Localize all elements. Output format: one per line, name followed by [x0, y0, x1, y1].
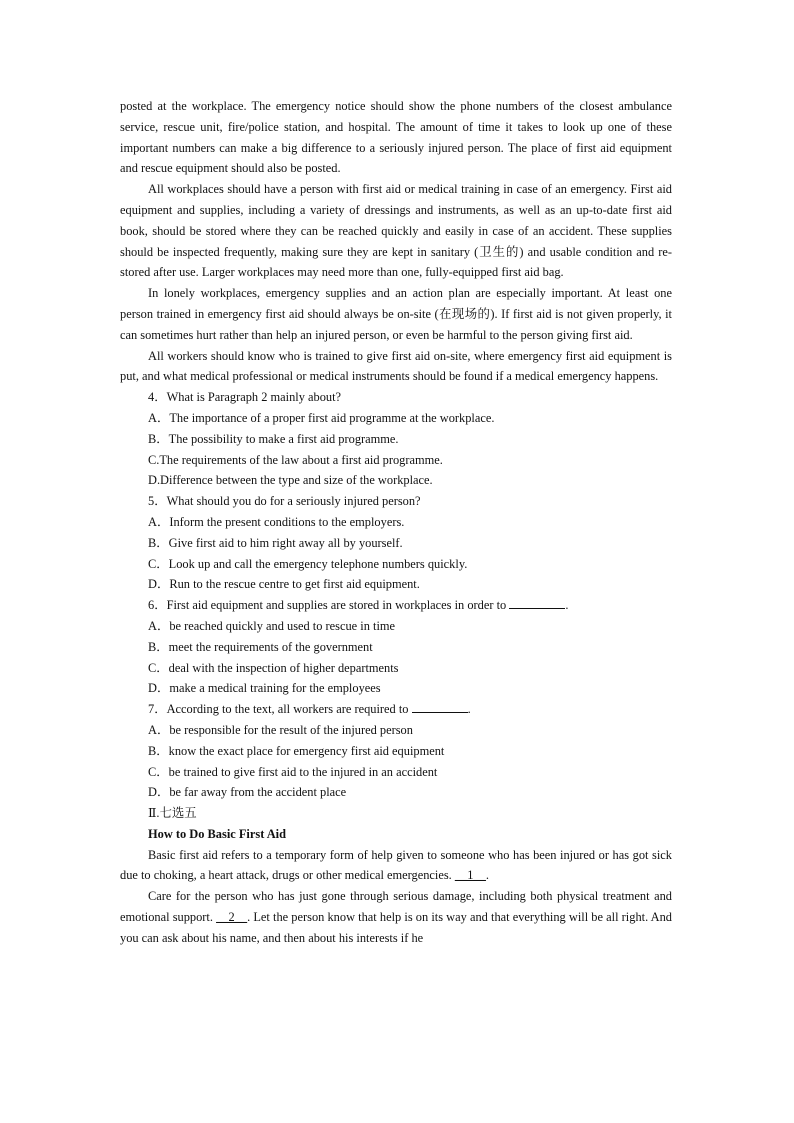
- option-c: C．Look up and call the emergency telephone numbers quickly.: [148, 556, 468, 571]
- question-4: [120, 387, 672, 491]
- option-a: A．The importance of a proper first aid programme at the workplace.: [148, 410, 495, 425]
- paragraph-text-continued: . Let the person know that help is on its way and that everything will be all right. And you can ask about his name, and then about his interests if he: [120, 910, 672, 945]
- option-a: A．be reached quickly and used to rescue in time: [148, 618, 396, 633]
- question-5: [120, 491, 672, 595]
- passage-paragraph-1: posted at the workplace. The emergency notice should show the phone numbers of the closest ambulance service, rescue unit, fire/police station, and hospital. The amount of time it takes to look up one of these important numbers can make a big difference to a seriously injured person. The place of first aid equipment and rescue equipment should also be posted.: [120, 99, 672, 176]
- question-6: [120, 595, 672, 699]
- paragraph-end: .: [485, 868, 489, 883]
- section-paragraph-1: [120, 845, 672, 887]
- paragraph-text: Basic first aid refers to a temporary form of help given to someone who has been injured or has got sick due to choking, a heart attack, drugs or other medical emergencies.: [120, 847, 672, 883]
- option-b: B．Give first aid to him right away all by yourself.: [148, 535, 403, 550]
- option-d: D．be far away from the accident place: [148, 785, 347, 800]
- question-stem: [120, 595, 672, 616]
- question-stem: [120, 699, 672, 720]
- option-a: A．be responsible for the result of the injured person: [148, 722, 413, 737]
- paragraph-text: Care for the person who has just gone through serious damage, including both physical treatment and emotional support.: [120, 889, 672, 925]
- option-a: A．Inform the present conditions to the employers.: [148, 514, 405, 529]
- option-c: C．be trained to give first aid to the injured in an accident: [148, 764, 438, 779]
- section-paragraph-2: [120, 886, 672, 948]
- question-stem-end: .: [565, 598, 569, 613]
- answer-blank: [412, 699, 468, 713]
- document-content: [120, 96, 672, 949]
- option-d: D.Difference between the type and size of the workplace.: [148, 473, 433, 488]
- passage-paragraph-2: All workplaces should have a person with first aid or medical training in case of an emergency. First aid equipment and supplies, including a variety of dressings and instruments, as well as an up-to-date first aid book, should be stored where they can be reached quickly and easily in case of an accident. These supplies should be inspected frequently, making sure they are kept in sanitary (卫生的) and usable condition and re-stored after use. Larger workplaces may need more than one, fully-equipped first aid bag.: [120, 182, 672, 280]
- question-stem-text: 6．First aid equipment and supplies are stored in workplaces in order to: [148, 598, 507, 613]
- question-stem: 5．What should you do for a seriously injured person?: [148, 494, 421, 509]
- question-stem-text: 7．According to the text, all workers are required to: [148, 702, 409, 717]
- passage-paragraph-3: In lonely workplaces, emergency supplies and an action plan are especially important. At least one person trained in emergency first aid should always be on-site (在现场的). If first aid is not given properly, it can sometimes hurt rather than help an injured person, or even be harmful to the person giving first aid.: [120, 286, 672, 342]
- option-d: D．Run to the rescue centre to get first aid equipment.: [148, 577, 420, 592]
- question-stem-end: .: [467, 702, 471, 717]
- option-c: C.The requirements of the law about a first aid programme.: [148, 452, 443, 467]
- option-b: B．meet the requirements of the government: [148, 639, 373, 654]
- answer-blank: [509, 595, 565, 609]
- blank-2: __2__: [216, 910, 248, 925]
- option-b: B．know the exact place for emergency first aid equipment: [148, 743, 445, 758]
- question-stem: 4．What is Paragraph 2 mainly about?: [148, 390, 342, 405]
- option-b: B．The possibility to make a first aid programme.: [148, 431, 399, 446]
- passage-paragraph-4: All workers should know who is trained to give first aid on-site, where emergency first aid equipment is put, and what medical professional or medical instruments should be found if a medical emergency happens.: [120, 348, 672, 384]
- blank-1: __1__: [454, 868, 486, 883]
- section-heading: Ⅱ.七选五: [148, 806, 197, 821]
- option-c: C．deal with the inspection of higher departments: [148, 660, 399, 675]
- option-d: D．make a medical training for the employees: [148, 681, 381, 696]
- question-7: [120, 699, 672, 803]
- section-title: How to Do Basic First Aid: [148, 826, 287, 841]
